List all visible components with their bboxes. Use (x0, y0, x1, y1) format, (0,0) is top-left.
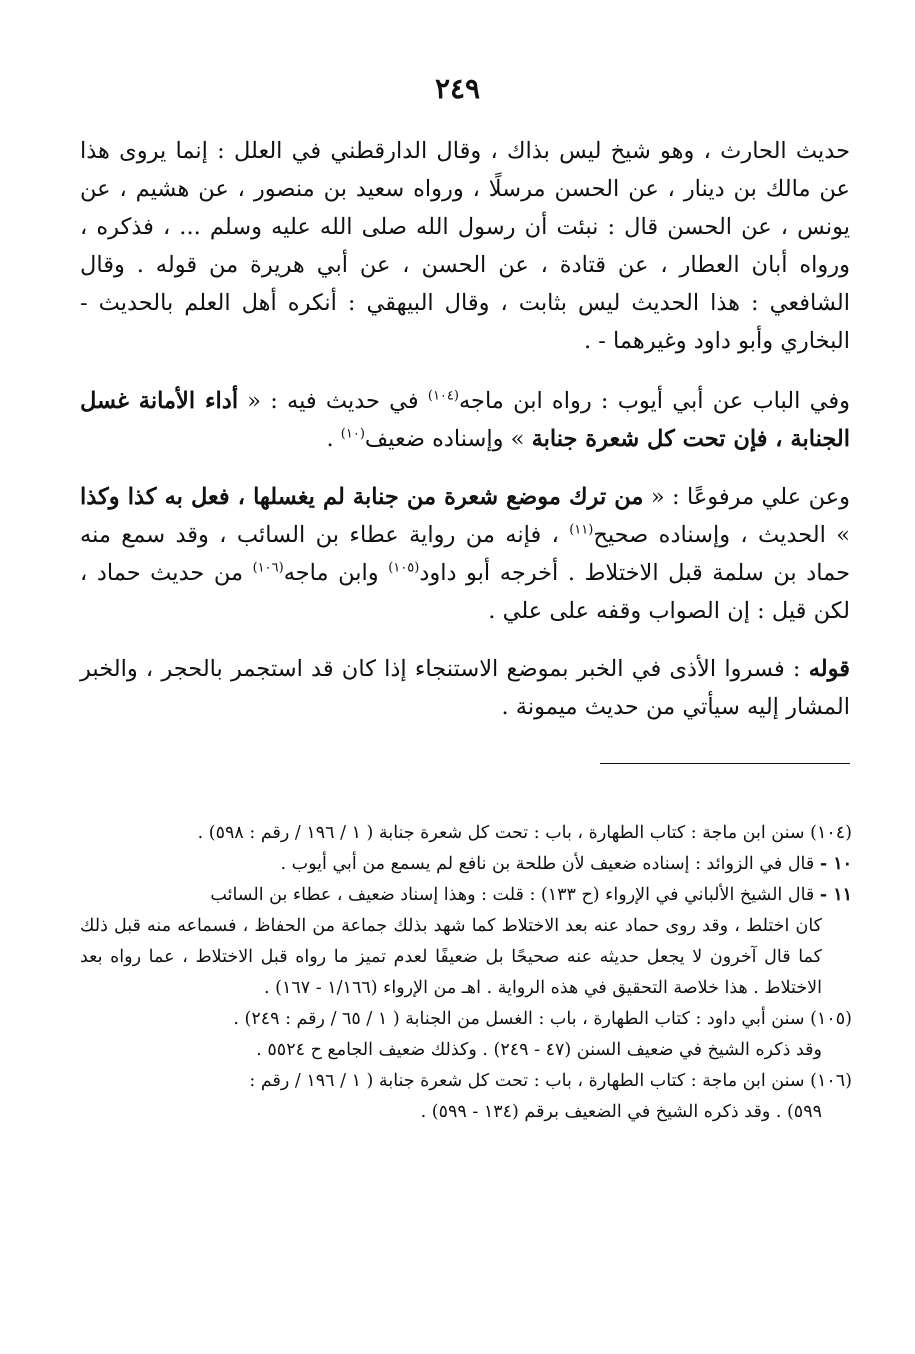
paragraph-commentary (80, 650, 850, 726)
paragraph-hadith-harith: حديث الحارث ، وهو شيخ ليس بذاك ، وقال الدارقطني في العلل : إنما يروى هذا عن مالك بن دينار ، عن الحسن مرسلًا ، ورواه سعيد بن منصور ، عن هشيم ، عن يونس ، عن الحسن قال : نبئت أن رسول الله صلى الله عليه وسلم ... ، فذكره ، ورواه أبان العطار ، عن قتادة ، عن الحسن ، عن أبي هريرة من قوله . وقال الشافعي : هذا الحديث ليس بثابت ، وقال البيهقي : أنكره أهل العلم بالحديث - البخاري وأبو داود وغيرهما - . (80, 138, 850, 354)
text-run: وفي الباب عن أبي أيوب : رواه ابن ماجه (458, 388, 850, 414)
commentary-label: قوله (808, 656, 850, 682)
footnote-ref-106[interactable]: (١٠٦) (252, 560, 284, 576)
footnote-106 (80, 1066, 852, 1128)
text-run: وابن ماجه (283, 560, 389, 586)
text-run: : فسروا الأذى في الخبر بموضع الاستنجاء إذا كان قد استجمر بالحجر ، والخبر المشار إليه سيأتي من حديث ميمونة . (80, 656, 850, 720)
footnote-ref-11[interactable]: (١١) (569, 522, 594, 538)
footnote-marker: ١١ - (819, 885, 852, 905)
footnote-11 (80, 880, 852, 1004)
footnote-10 (80, 849, 852, 880)
footnote-ref-10[interactable]: (١٠) (340, 426, 365, 442)
footnotes (80, 818, 852, 1128)
main-text (80, 132, 850, 746)
text-run: من حديث حماد ، لكن قيل : إن الصواب وقفه على علي . (80, 560, 850, 624)
footnote-text: قال في الزوائد : إسناده ضعيف لأن طلحة بن نافع لم يسمع من أبي أيوب . (280, 854, 820, 874)
footnote-text: (١٠٥) سنن أبي داود : كتاب الطهارة ، باب : الغسل من الجنابة ( ١ / ٦٥ / رقم : ٢٤٩) . (233, 1009, 852, 1029)
paragraph-abu-ayyub (80, 382, 850, 458)
paragraph-ali (80, 478, 850, 630)
text-run: وعن علي مرفوعًا : « (643, 484, 850, 510)
footnote-ref-105[interactable]: (١٠٥) (388, 560, 420, 576)
text-run: . (326, 426, 341, 452)
footnote-marker: ١٠ - (819, 854, 852, 874)
footnote-104: (١٠٤) سنن ابن ماجة : كتاب الطهارة ، باب : تحت كل شعرة جنابة ( ١ / ١٩٦ / رقم : ٥٩٨) . (197, 823, 852, 843)
text-run: في حديث فيه : « (238, 388, 428, 414)
footnote-continuation: كان اختلط ، وقد روى حماد عنه بعد الاختلاط كما شهد بذلك جماعة من الحفاظ ، فسماعه منه قبل ذلك كما قال آخرون لا يجعل حديثه عنه صحيحًا بل ضعيفًا لعدم تميز ما رواه قبل الاختلاط ، عما رواه بعد الاختلاط . هذا خلاصة التحقيق في هذه الرواية . اهـ من الإرواء (١/١٦٦ - ١٦٧) . (80, 916, 822, 998)
footnote-105 (80, 1004, 852, 1066)
hadith-quote: أداء الأمانة غسل الجنابة ، فإن تحت كل شعرة جنابة (80, 388, 850, 452)
footnote-separator (600, 763, 850, 764)
footnote-text: (١٠٦) سنن ابن ماجة : كتاب الطهارة ، باب : تحت كل شعرة جنابة ( ١ / ١٩٦ / رقم : (249, 1071, 852, 1091)
footnote-ref-104[interactable]: (١٠٤) (427, 388, 459, 404)
hadith-quote: من ترك موضع شعرة من جنابة لم يغسلها ، فعل به كذا وكذا (80, 484, 644, 510)
footnote-continuation: ٥٩٩) . وقد ذكره الشيخ في الضعيف برقم (١٣٤ - ٥٩٩) . (420, 1102, 822, 1122)
text-run: » الحديث ، وإسناده صحيح (593, 522, 850, 548)
footnote-text: قال الشيخ الألباني في الإرواء (ح ١٣٣) : قلت : وهذا إسناد ضعيف ، عطاء بن السائب (210, 885, 820, 905)
footnote-continuation: وقد ذكره الشيخ في ضعيف السنن (٤٧ - ٢٤٩) . وكذلك ضعيف الجامع ح ٥٥٢٤ . (256, 1040, 822, 1060)
page-number: ٢٤٩ (434, 72, 481, 105)
text-run: » وإسناده ضعيف (364, 426, 532, 452)
text-run: ، فإنه من رواية عطاء بن السائب ، وقد سمع منه حماد بن سلمة قبل الاختلاط . أخرجه أبو داود (80, 522, 850, 586)
